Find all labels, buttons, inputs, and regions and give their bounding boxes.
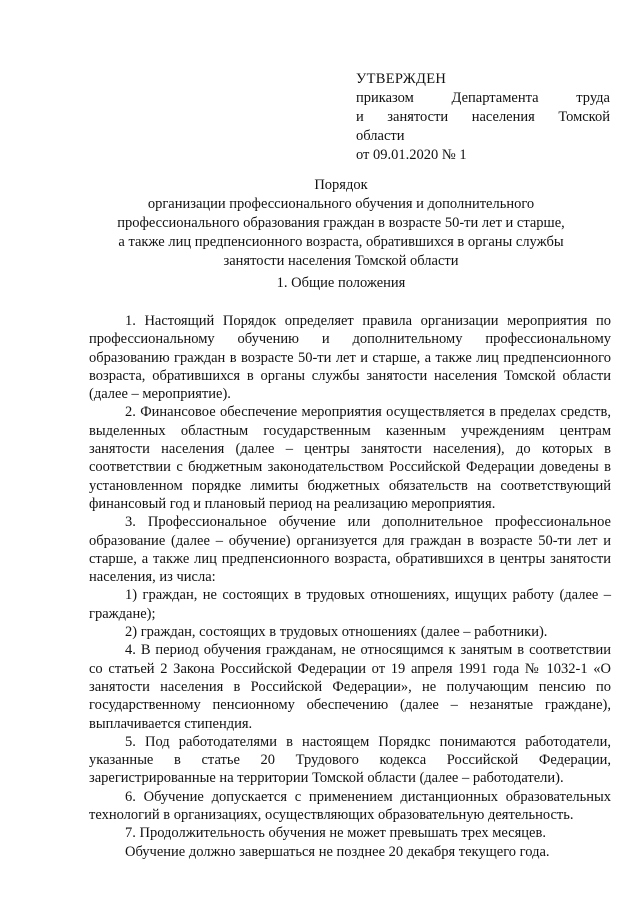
paragraph: Обучение должно завершаться не позднее 20 декабря текущего года.: [125, 843, 550, 860]
paragraph: 1. Настоящий Порядок определяет правила организации мероприятия по профессиональному обучению и дополнительному профессиональному образованию граждан в возрасте 50-ти лет и старше, а также лиц предпенсионного возраста, обратившихся в органы службы занятости населения Томской области (далее – мероприятие).: [89, 313, 611, 403]
paragraph: 4. В период обучения гражданам, не относящимся к занятым в соответствии со статьей 2 Закона Российской Федерации от 19 апреля 1991 года № 1032-1 «О занятости населения в Российской Федерации», не получающим пенсию по государственному пенсионному обеспечению (далее – незанятые граждане), выплачивается стипендия.: [89, 642, 611, 732]
list-item: 2) граждан, состоящих в трудовых отношениях (далее – работники).: [125, 624, 548, 641]
heading-line: организации профессионального обучения и дополнительного: [147, 196, 535, 212]
approval-line: области: [356, 128, 405, 144]
heading-line: профессионального образования граждан в возрасте 50-ти лет и старше,: [117, 215, 565, 231]
approval-line: и занятости населения Томской: [356, 109, 610, 125]
document-heading: [60, 176, 622, 271]
approval-title: УТВЕРЖДЕН: [356, 71, 447, 87]
paragraph: 3. Профессиональное обучение или дополнительное профессиональное образование (далее – обучение) организуется для граждан в возрасте 50-ти лет и старше, а также лиц предпенсионного возраста, обратившихся в центры занятости населения, из числа:: [89, 514, 611, 586]
heading-line: занятости населения Томской области: [223, 253, 459, 269]
heading-line: Порядок: [314, 177, 368, 193]
paragraph: 2. Финансовое обеспечение мероприятия осуществляется в пределах средств, выделенных областным государственным казенным учреждениям центрам занятости населения (далее – центры занятости населения), до которых в соответствии с бюджетным законодательством Российской Федерации доведены в установленном порядке лимиты бюджетных обязательств на соответствующий финансовый год и плановый период на реализацию мероприятия.: [89, 404, 611, 512]
heading-line: а также лиц предпенсионного возраста, обратившихся в органы службы: [118, 234, 564, 250]
document-body: [89, 312, 611, 861]
approval-stamp-block: [356, 70, 610, 165]
paragraph: 7. Продолжительность обучения не может превышать трех месяцев.: [125, 825, 546, 842]
list-item: 1) граждан, не состоящих в трудовых отношениях, ищущих работу (далее – граждане);: [89, 587, 611, 622]
paragraph: 6. Обучение допускается с применением дистанционных образовательных технологий в организациях, осуществляющих образовательную деятельность.: [89, 788, 611, 824]
approval-line: приказом Департамента труда: [356, 90, 610, 106]
approval-date-number: от 09.01.2020 № 1: [356, 147, 467, 163]
paragraph: 5. Под работодателями в настоящем Порядкс понимаются работодатели, указанные в статье 20 Трудового кодекса Российской Федерации, зарегистрированные на территории Томской области (далее – работодатели).: [89, 733, 611, 787]
section-title: 1. Общие положения: [276, 275, 406, 291]
